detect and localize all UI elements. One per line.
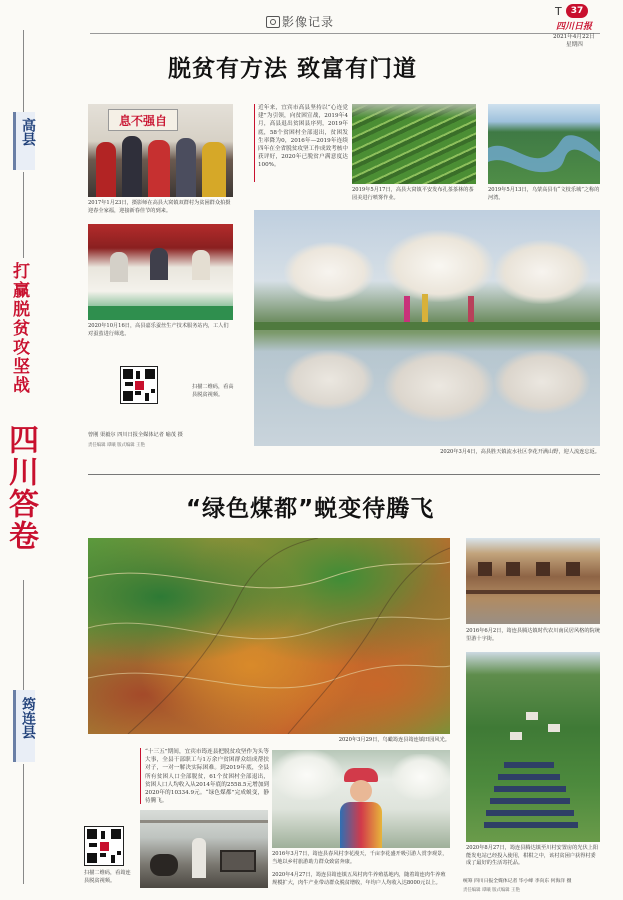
qr-code-gaoxian[interactable] <box>120 366 158 404</box>
photo-old-street <box>466 538 600 624</box>
house <box>510 732 522 740</box>
awning <box>466 590 600 594</box>
caption-plum-blossom: 2020年3月4日，高县胜天镇流水社区李花开满山野，迎人流连忘返。 <box>440 449 600 455</box>
county-label-gaoxian <box>13 112 35 170</box>
story1-intro-rule <box>254 104 255 182</box>
column-name: 影像记录 <box>282 15 335 29</box>
visitor <box>468 296 474 322</box>
campaign-brand: 四川答卷 <box>3 424 38 552</box>
story2-headline: “绿色煤都”蜕变待腾飞 <box>186 496 435 522</box>
section-divider <box>88 474 600 475</box>
county-name: 筠连县 <box>20 697 36 739</box>
qr-module <box>100 853 106 857</box>
terrace-line <box>88 617 450 639</box>
field-terrace-lines <box>88 538 450 734</box>
blossom-tree <box>284 242 374 302</box>
solar-panel <box>486 810 574 816</box>
qr-module <box>145 393 149 401</box>
cart <box>220 850 256 872</box>
qr-finder <box>123 369 133 379</box>
sidebar-rule-bottom <box>23 764 24 884</box>
sidebar-rule-lower <box>23 580 24 690</box>
sidebar-rule-top <box>23 30 24 112</box>
issue-weekday: 星期四 <box>566 42 583 48</box>
newspaper-name: 四川日报 <box>556 22 593 32</box>
story2-intro: “十三五”期间，宜宾市筠连县把脱贫攻坚作为头等大事，全县干部职工与1万余户贫困群众结成帮扶对子，一对一解决实际困难。到2019年底，全县所有贫困人口全部脱贫，61个贫困村全部退出，贫困人口人均收入从2014年底的2558.5元增加到2020年的10334.9元。“绿色煤都”完成蜕变，静待腾飞。 <box>145 749 269 805</box>
caption-old-street: 2016年6月2日，筠连县腾达镇时代农川南民居风格的院统里游十字街。 <box>466 628 600 642</box>
caption-river-bend: 2019年5月13日，乌蒙高县有“文枝乐城”之称的河湾。 <box>488 187 600 201</box>
county-label-junlian <box>13 690 35 762</box>
caption-cattle-barn: 2020年4月27日，筠连县筠连镇五凤村肉牛养殖基地内，随着筠连肉牛养殖规模扩大，肉牛产业带动群众脱贫增收，年均户人均收入达8000元以上。 <box>272 872 446 886</box>
photo-solar-village <box>466 652 600 842</box>
worker <box>192 838 206 878</box>
figure <box>148 140 170 197</box>
solar-panel <box>494 786 566 792</box>
page-number-badge: 37 <box>566 4 588 18</box>
river-path <box>488 135 600 172</box>
caption-family-portrait: 2017年1月23日，摄影师在高县大窝镇双群村为贫困群众拍摄迎春全家福，迎接新春佳节的到来。 <box>88 200 231 214</box>
blossom-tree <box>384 230 494 302</box>
photo-tea-garden <box>352 104 476 184</box>
qr-module <box>125 382 133 386</box>
visitor <box>404 296 410 322</box>
photo-plum-blossom <box>254 210 600 446</box>
qr-code-junlian[interactable] <box>84 826 124 866</box>
figure <box>96 142 116 197</box>
blossom-reflection <box>494 350 590 414</box>
photo-girl-blossoms <box>272 750 450 848</box>
qr-module <box>111 855 115 863</box>
worker <box>150 248 168 280</box>
qr-logo <box>135 381 144 390</box>
solar-panel <box>498 774 560 780</box>
cocoon-tray <box>88 306 233 320</box>
qr-instructions-junlian: 扫描二维码，看筠连县脱贫视频。 <box>84 870 131 884</box>
qr-module <box>136 371 140 379</box>
river-shape <box>488 104 600 184</box>
photo-silk-cocoons <box>88 224 233 320</box>
girl-face <box>350 780 372 802</box>
blossom-tree <box>494 240 590 304</box>
solar-panel <box>484 822 578 828</box>
window <box>536 562 550 576</box>
barn-beam <box>140 820 268 823</box>
story1-photo-credit: 曾刚 渠毅尔 四川日报全媒体记者 喻茂 摄 <box>88 432 183 438</box>
qr-instructions-gaoxian: 扫描二维码，看高县脱贫视频。 <box>192 384 234 398</box>
qr-module <box>117 851 121 855</box>
solar-panel <box>504 762 554 768</box>
issue-date: 2021年4月22日 <box>553 34 595 40</box>
house <box>548 724 560 732</box>
blossom-reflection <box>384 350 494 422</box>
photo-aerial-fields <box>88 538 450 734</box>
window <box>506 562 520 576</box>
qr-finder <box>145 369 155 379</box>
figure <box>202 142 226 197</box>
photo-river-bend <box>488 104 600 184</box>
caption-tea-garden: 2019年5月17日，高县大窝镇平安发布孔茶茶林的茶园美进行喷雾作业。 <box>352 187 474 201</box>
story2-editors: 责任编辑 谭曦 版式编辑 王艳 <box>463 888 520 893</box>
page-prefix: T <box>555 5 562 18</box>
qr-finder <box>87 829 97 839</box>
solar-panel <box>490 798 570 804</box>
banner-text: 息不强自 <box>118 114 167 128</box>
photo-family-portrait <box>88 104 233 197</box>
worker <box>110 252 128 282</box>
caption-aerial-fields: 2020年3月29日，鸟瞰筠连县筠连镇田园风光。 <box>338 737 450 743</box>
terrace-line <box>288 548 450 734</box>
window <box>566 562 580 576</box>
house <box>526 712 538 720</box>
qr-finder <box>111 829 121 839</box>
solar-panel-array <box>466 652 600 842</box>
worker <box>192 250 210 280</box>
qr-finder <box>123 391 133 401</box>
window <box>478 562 492 576</box>
figure <box>122 136 142 197</box>
story2-photo-credit: 统筹 四川日报全媒体记者 毕小峰 李向东 何海洋 摄 <box>463 879 572 884</box>
visitor <box>422 294 428 322</box>
column-tag-icon-lens <box>270 19 276 25</box>
qr-finder <box>87 853 97 863</box>
terrace-line <box>88 665 450 688</box>
qr-logo <box>100 842 109 851</box>
figure <box>176 138 196 197</box>
qr-module <box>101 831 105 839</box>
header-column-tag <box>262 14 362 30</box>
blossom-reflection <box>284 350 374 410</box>
header-rule <box>90 33 600 34</box>
caption-girl-blossoms: 2016年3月7日，筠连县春风村李花漫天，千亩李花盛开吸引游人赏李观景，当地以乡村旅游助力群众致富奔康。 <box>272 851 448 865</box>
terrace-line <box>88 562 450 588</box>
shoreline <box>254 322 600 330</box>
qr-module <box>135 391 141 395</box>
story1-headline: 脱贫有方法 致富有门道 <box>168 56 418 82</box>
qr-module <box>89 843 97 847</box>
qr-module <box>151 389 155 393</box>
cattle <box>150 854 178 876</box>
county-name: 高县 <box>20 118 36 146</box>
photo-cattle-barn <box>140 810 268 888</box>
caption-silk-cocoons: 2020年10月16日，高县嘉乐蚕丝生产技术服务站内，工人们对蚕茧进行筛选。 <box>88 323 229 337</box>
blossom-branch <box>272 750 342 800</box>
girl-dress <box>340 802 382 848</box>
story2-intro-rule <box>140 748 141 804</box>
blossom-branch <box>392 754 450 800</box>
solar-rows <box>484 762 578 828</box>
story1-intro: 近年来，宜宾市高县坚持以“心连党建”为引领，向贫困宣战，2019年4月，高县退出贫困县序列，2019年底，58个贫困村全部退出，贫困发生率降为0，2016年—2019年连续四年在全省脱贫攻坚工作成效考核中获评好，2020年已脱贫户满意度达100%。 <box>258 105 348 169</box>
campaign-slogan: 打赢脱贫攻坚战 <box>9 262 29 395</box>
sidebar-rule-mid <box>23 172 24 258</box>
mist <box>352 104 476 118</box>
story1-editors: 责任编辑 谭曦 版式编辑 王艳 <box>88 443 145 448</box>
caption-solar-village: 2020年8月27日，筠连县腾达镇至川村安置房的光伏上阳能发电站已经投入使用，柑柑之中，该村贫困户获得村委成了最好的生活寄托品。 <box>466 845 599 866</box>
photo-banner <box>108 109 178 131</box>
